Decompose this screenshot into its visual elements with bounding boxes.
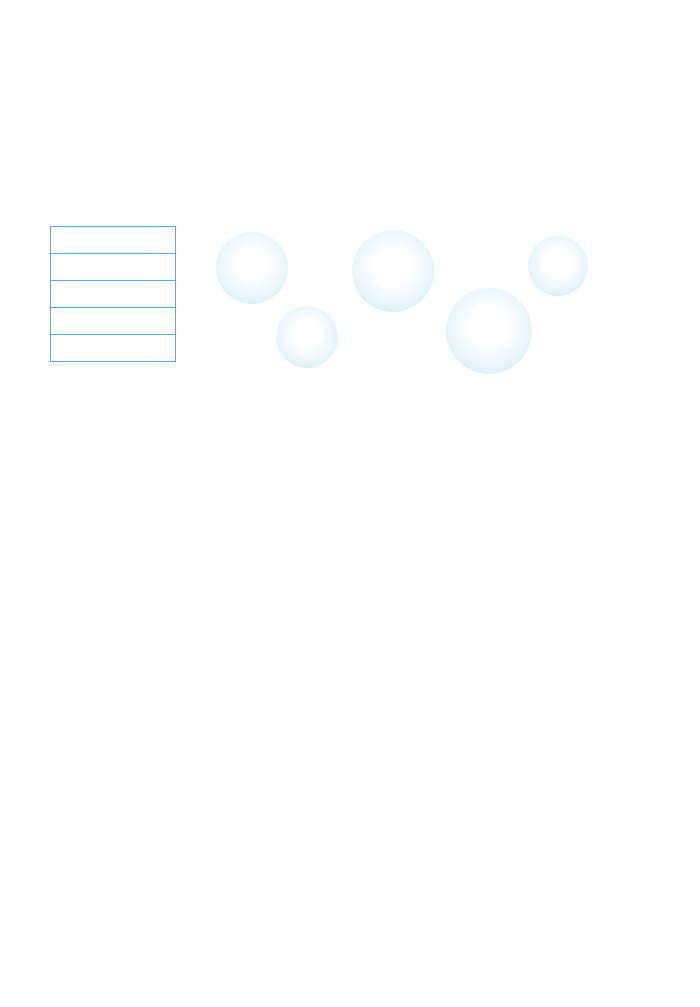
sound-bubble [352,230,434,312]
sound-bubble [276,306,338,368]
word-cell [51,335,176,362]
word-cell [51,281,176,308]
decorative-dots-bottom [88,938,588,956]
word-cell [51,254,176,281]
word-cell [51,308,176,335]
lesson-73-line [48,826,78,847]
sound-bubble [446,288,532,374]
decorative-dots-top [48,32,508,48]
sound-bubble [528,236,588,296]
sound-bubble [216,232,288,304]
word-table [50,226,176,362]
word-cell [51,227,176,254]
